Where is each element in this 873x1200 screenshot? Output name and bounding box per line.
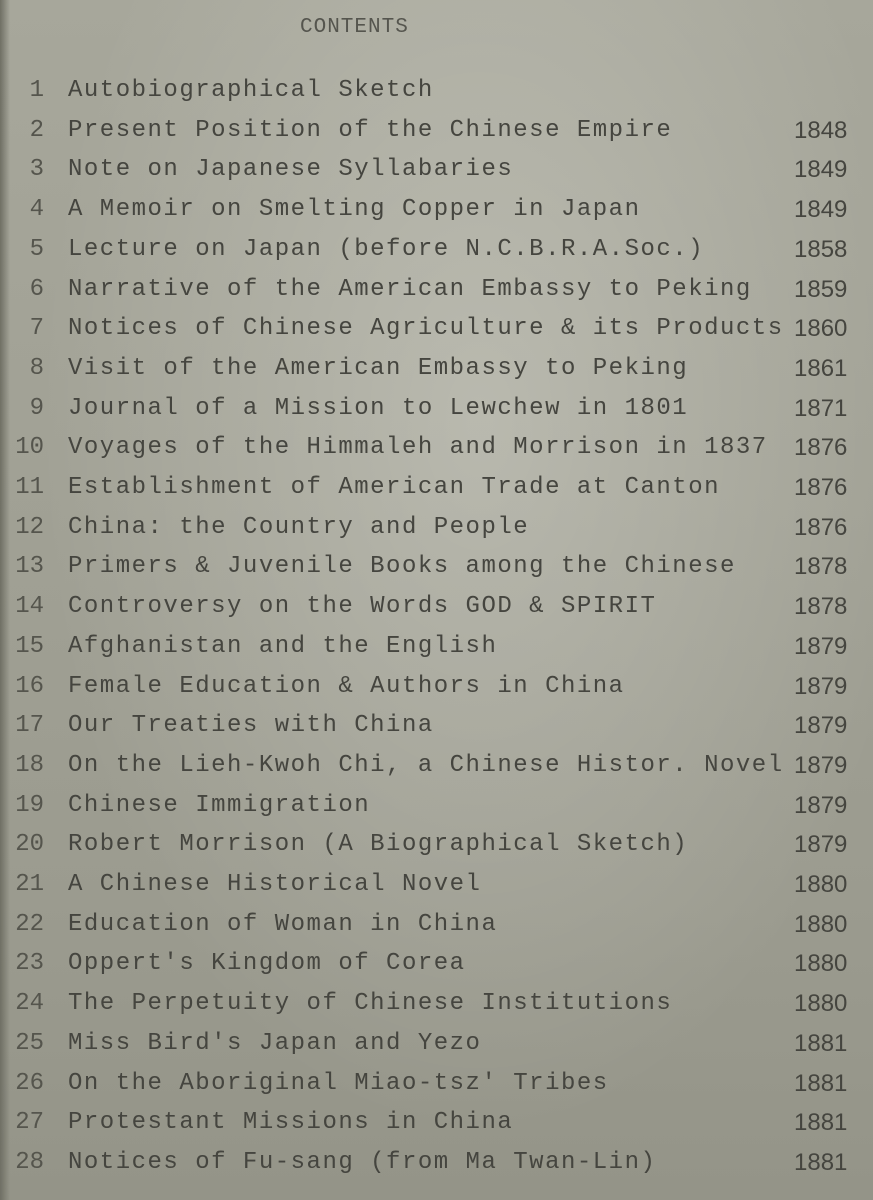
entry-title: Female Education & Authors in China [68,672,625,700]
contents-entry [0,1064,873,1104]
entry-number: 17 [15,712,44,740]
contents-entry [0,150,873,190]
entry-number: 21 [15,871,44,898]
contents-entry [0,389,873,429]
entry-year: 1879 [794,791,848,819]
entry-title: Voyages of the Himmaleh and Morrison in 1837 [68,434,768,462]
contents-entry [0,71,873,111]
contents-entry [0,349,873,389]
entry-number: 26 [15,1069,44,1097]
entry-number: 11 [15,474,44,501]
entry-number: 16 [15,672,44,700]
contents-entry [0,190,873,230]
contents-entry [0,587,873,627]
contents-entry [0,1143,873,1183]
entry-title: A Memoir on Smelting Copper in Japan [68,196,641,224]
contents-entry [0,547,873,587]
entry-year: 1878 [794,593,848,621]
contents-entry [0,468,873,508]
contents-entry [0,270,873,310]
entry-title: Journal of a Mission to Lewchew in 1801 [68,394,689,422]
entry-title: Visit of the American Embassy to Peking [68,354,689,382]
entry-year: 1880 [794,990,848,1018]
entry-number: 23 [15,950,44,978]
entry-number: 19 [15,791,44,819]
entry-number: 3 [29,156,44,184]
entry-title: Establishment of American Trade at Canton [68,474,720,501]
contents-entry [0,786,873,826]
contents-entry [0,1024,873,1064]
entry-number: 25 [15,1029,44,1057]
entry-number: 27 [15,1109,44,1137]
entry-title: Present Position of the Chinese Empire [68,116,673,144]
entry-number: 4 [29,196,44,224]
entry-title: Notices of Fu-sang (from Ma Twan-Lin) [68,1148,657,1176]
entry-year: 1879 [794,672,848,700]
entry-number: 28 [15,1148,44,1176]
contents-entry [0,428,873,468]
entry-number: 20 [15,831,44,859]
entry-number: 9 [29,394,44,422]
entry-number: 15 [15,632,44,660]
entry-title: Controversy on the Words GOD & SPIRIT [68,593,657,621]
entry-number: 18 [15,751,44,779]
entry-title: Lecture on Japan (before N.C.B.R.A.Soc.) [68,235,705,263]
entry-year: 1880 [794,910,848,938]
contents-entry [0,627,873,667]
contents-entry [0,746,873,786]
contents-heading: CONTENTS [300,16,409,39]
entry-year: 1881 [794,1148,848,1176]
entry-year: 1848 [794,116,848,144]
entry-number: 8 [29,354,44,382]
entry-year: 1871 [794,394,848,422]
entry-year: 1861 [794,354,848,382]
entry-title: Chinese Immigration [68,791,371,819]
contents-entry [0,825,873,865]
entry-number: 6 [29,275,44,303]
entry-title: Our Treaties with China [68,712,434,740]
entry-number: 10 [15,434,44,462]
entry-title: Miss Bird's Japan and Yezo [68,1029,482,1057]
entry-number: 22 [15,910,44,938]
entry-title: Robert Morrison (A Biographical Sketch) [68,831,689,859]
contents-entry [0,230,873,270]
entry-number: 2 [29,116,44,144]
entry-number: 1 [29,77,44,104]
entry-title: Primers & Juvenile Books among the Chinese [68,553,736,581]
entry-year: 1879 [794,831,848,859]
contents-entry [0,667,873,707]
entry-number: 12 [15,513,44,541]
contents-entry [0,944,873,984]
entry-year: 1849 [794,156,848,184]
entry-year: 1858 [794,235,848,263]
entry-year: 1880 [794,871,848,898]
entry-year: 1880 [794,950,848,978]
entry-title: Education of Woman in China [68,910,498,938]
entry-year: 1879 [794,632,848,660]
entry-year: 1878 [794,553,848,581]
entry-number: 7 [29,315,44,343]
entry-year: 1849 [794,196,848,224]
entry-title: The Perpetuity of Chinese Institutions [68,990,673,1018]
entry-title: Oppert's Kingdom of Corea [68,950,466,978]
contents-entry [0,984,873,1024]
entry-year: 1879 [794,712,848,740]
entry-year: 1879 [794,751,848,779]
entry-year: 1859 [794,275,848,303]
entry-year: 1876 [794,513,848,541]
contents-entry [0,309,873,349]
contents-entry [0,1103,873,1143]
entry-year: 1876 [794,474,848,501]
entry-number: 5 [29,235,44,263]
entry-year: 1881 [794,1069,848,1097]
contents-entry [0,111,873,151]
entry-title: Note on Japanese Syllabaries [68,156,514,184]
entry-year: 1881 [794,1029,848,1057]
entry-year: 1876 [794,434,848,462]
entry-number: 14 [15,593,44,621]
entry-year: 1860 [794,315,848,343]
entry-title: Protestant Missions in China [68,1109,514,1137]
entry-title: Notices of Chinese Agriculture & its Products [68,315,784,343]
entry-year: 1881 [794,1109,848,1137]
entry-title: China: the Country and People [68,513,530,541]
contents-entry [0,706,873,746]
entry-title: Narrative of the American Embassy to Peking [68,275,752,303]
entry-title: A Chinese Historical Novel [68,871,482,898]
entry-title: On the Aboriginal Miao-tsz' Tribes [68,1069,609,1097]
entry-number: 24 [15,990,44,1018]
entry-title: Autobiographical Sketch [68,77,434,104]
contents-entry [0,508,873,548]
entry-number: 13 [15,553,44,581]
contents-entry [0,905,873,945]
entry-title: On the Lieh-Kwoh Chi, a Chinese Histor. Novel [68,751,784,779]
entry-title: Afghanistan and the English [68,632,498,660]
contents-entry [0,865,873,905]
